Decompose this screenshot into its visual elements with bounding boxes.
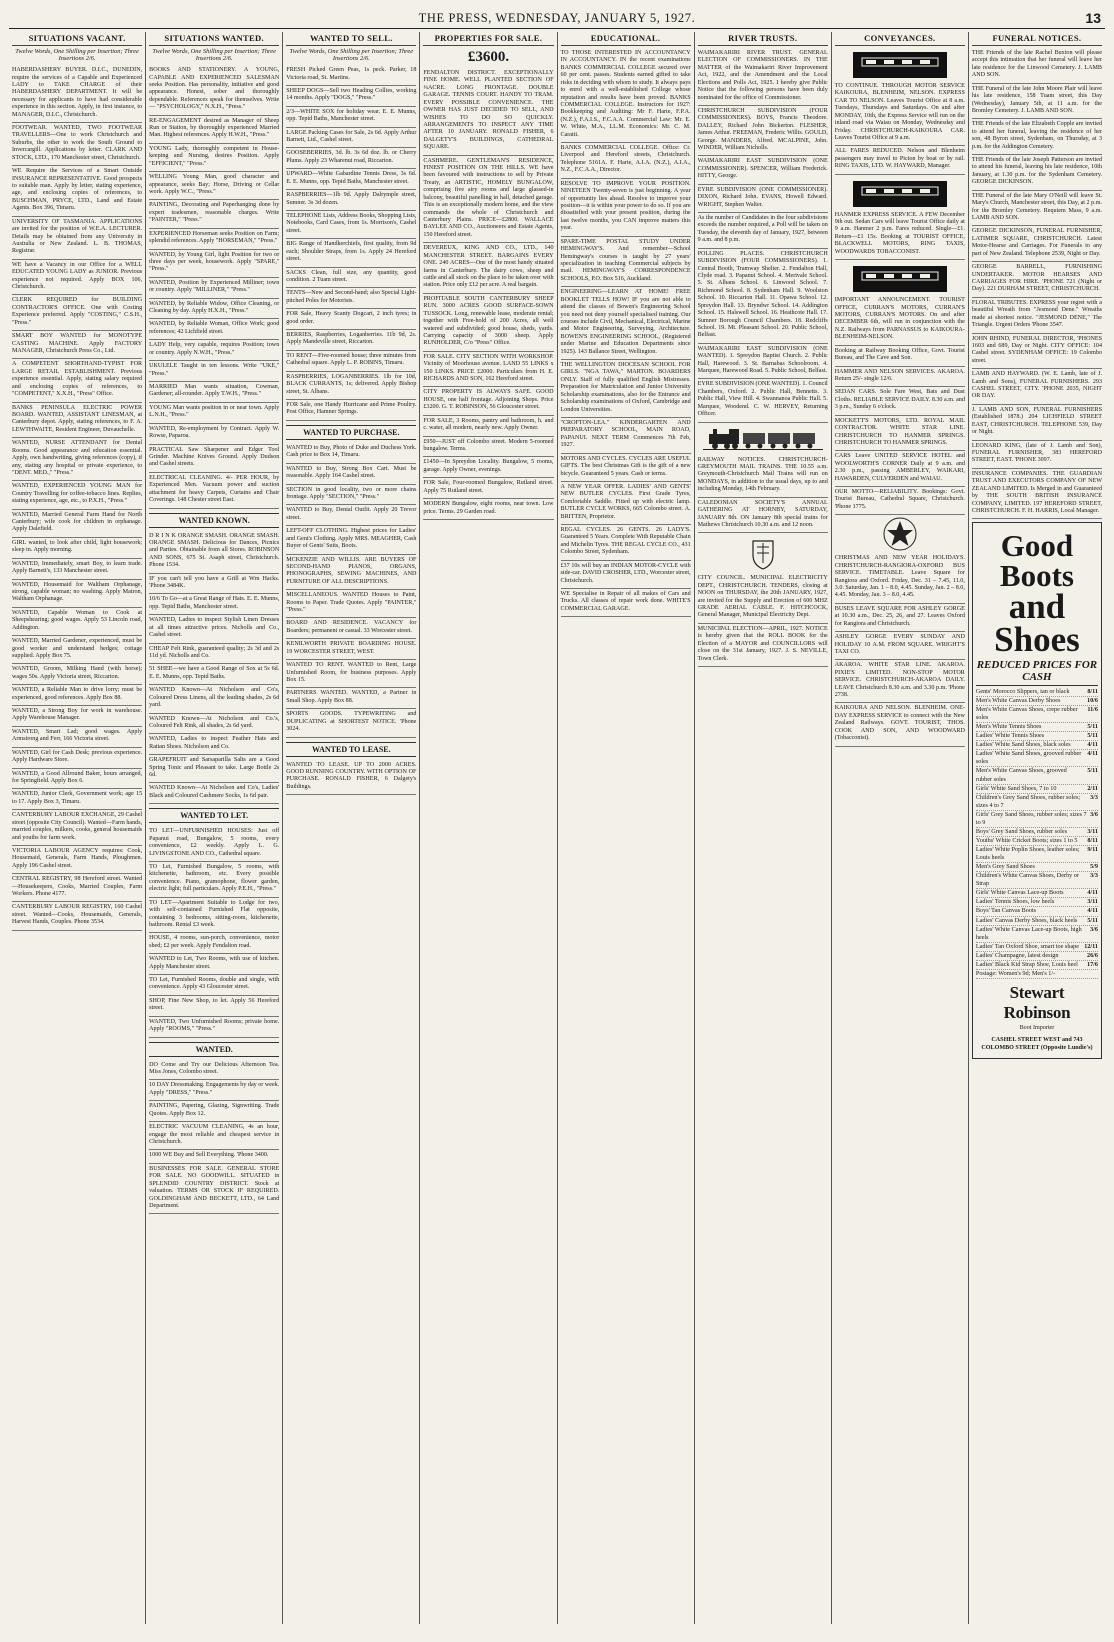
ad-list [286,760,416,796]
price-value: 8/11 [1087,836,1098,844]
price-value: 5/9 [1090,863,1098,871]
classified-ad: A NEW YEAR OFFER. LADIES' AND GENTS' NEW BUTLER CYCLES. First Grade Tyres, Comfortable Saddle. Fitted up with electric lamp. BUTLER CYCLE WORKS, 665 Colombo street. A. BRITTEN, Proprietor. [561,482,691,525]
classified-ad: WANTED, Capable Woman to Cook at Sheepshearing; good wages. Apply 53 Lincoln road, Addington. [12,608,142,636]
column-heading: FUNERAL NOTICES. [972,32,1102,46]
classified-ad: WAIMAKARIRI EAST SUBDIVISION (ONE COMMISSIONER). SPENCER, William Frederick. HITTY, George. [698,156,828,184]
classified-ad: CITY COUNCIL. MUNICIPAL ELECTRICITY DEPT., CHRISTCHURCH. TENDERS, closing at NOON on THURSDAY, the 20th JANUARY, 1927, are invited for the Supply and Erection of 600 MHZ GRADE AERIAL CABLE. F. HITCHCOCK, General Manager, Municipal Electricity Dept. [698,573,828,624]
price-value: 3/6 [1090,810,1098,818]
rate-note: Twelve Words, One Shilling per Insertion; Three Insertions 2/6. [15,48,139,63]
classified-ad: IF you can't tell you have a Grill at Wm Hacks. 'Phone 3484K. [149,574,279,595]
classified-ad: CARS Leave UNITED SERVICE HOTEL and WOOLWORTH'S CORNER Daily at 9 a.m. and 2.30 p.m., passing AMBERLEY, WAIKARI, HAWARDEN, CULVERDEN and WAIAU. [835,451,965,487]
classified-ad: CALEDONIAN SOCIETY'S ANNUAL GATHERING AT HORNBY, SATURDAY, JANUARY 8th. ON January 8th special trains for Mathews Christchurch 10.30 a.m. and 12 noon. [698,498,828,534]
price-row [976,828,1098,837]
classified-ad: WANTED TO RENT. WANTED to Rent, Large Unfurnished Room, for business purposes. Apply Box 15. [286,660,416,688]
classified-ad: FOR Sale, Four-roomed Bungalow, Rutland street. Apply 75 Rutland street. [423,478,553,499]
price-item: Boys' Tan Canvas Boots [975,907,1037,915]
classified-ad: TO LET—UNFURNISHED HOUSES: Just off Papanui road, Bungalow, 5 rooms, every convenience, £2 weekly. Apply L. G. LIVINGSTONE AND CO., Cathedral square. [149,826,279,862]
price-list [976,688,1098,979]
price-value: 3/6 [1090,925,1098,933]
classified-ad: THE Funeral of the late Mary O'Neill will leave St. Mary's Church, Manchester street, this Day, at 2 p.m. for the Bromley Cemetery. Requiem Mass, 9 a.m. LAMB AND SON. [972,191,1102,227]
newspaper-page [9,8,1105,1626]
price-item: Men's White Canvas Derby Shoes [975,696,1061,704]
price-row [976,943,1098,952]
classified-ad: WANTED, Re-employment by Contract. Apply W. Rowse, Paparoa. [149,424,279,445]
price-row [976,907,1098,916]
classified-ad: CHEAP Felt Rink, guaranteed quality; 2s 3d and 2s 11d yd. Nicholls and Co. [149,644,279,665]
classified-ad: LADY Help, very capable, requires Position; town or country. Apply N.W.H., "Press." [149,340,279,361]
classified-ad: OUR MOTTO—RELIABILITY. Bookings: Govt. Tourist Bureau, Cathedral Square, Christchurch. 'Phone 1775. [835,487,965,515]
price-item: Men's White Canvas Shoes, grooved rubber soles [975,767,1067,783]
ad-list [286,443,416,738]
price-row [976,706,1098,723]
classified-ad: FOR SALE, 3 Rooms, pantry and bathroom, h. and c. water, all modern, nearly new. Apply Owner. [423,416,553,437]
classified-ad: 2/3—WHITE SOX for holiday wear. E. E. Munns, opp. Tepid Baths, Manchester street. [286,107,416,128]
price-row [976,872,1098,889]
column-heading: SITUATIONS WANTED. [149,32,279,46]
classified-ad: MUNICIPAL ELECTION—APRIL, 1927. NOTICE is hereby given that the ROLL BOOK for the Election of a MAYOR and COUNCILLORS will close on the 31st January, 1927. J. S. NEVILLE, Town Clerk. [698,624,828,667]
classified-ad: TO RENT—Five-roomed house; three minutes from Cathedral square. Apply L. P. ROBINS, Timaru. [286,351,416,372]
classified-ad: WANTED, Position by Experienced Milliner; town or country. Apply "MILLINER," "Press." [149,278,279,299]
classified-ad: £1450—In Spreydon Locality. Bungalow, 5 rooms, garage. Apply Owner, evenings. [423,457,553,478]
classified-ad: WE have a Vacancy in our Office for a WELL EDUCATED YOUNG LADY as JUNIOR. Previous experience not required. Apply BOX 106, Christchurch. [12,260,142,296]
price-value: 17/6 [1086,960,1098,968]
classified-ad: CANTERBURY LABOUR REGISTRY, 160 Cashel street. Wanted—Cooks, Housemaids, Generals, Harvest Hands, Couples. Phone 3534. [12,902,142,930]
classified-ad: A COMPETENT SHORTHAND-TYPIST FOR LARGE RETAIL ESTABLISHMENT. Previous experience essential. Apply, stating salary required and enclosing copies of references, to "COMPETENT," X.X.H., "Press" Office. [12,359,142,402]
price-row [976,961,1098,970]
price-item: Ladies' White Canvas Lace-up Boots, high heels [975,925,1082,941]
price-item: Youths' White Cricket Boots; sizes 1 to 5 [975,836,1078,844]
classified-ad: EYRE SUBDIVISION (ONE COMMISSIONER). DIXON, Richard John. EVANS, Howell Edward. WRIGHT, Stephen Walter. [698,185,828,213]
column-wanted-to-sell [283,32,420,1624]
section-heading: WANTED TO LEASE. [286,742,416,757]
boots-advertisement [972,522,1102,1059]
classified-ad: WAIMAKARIRI EAST SUBDIVISION (ONE WANTED). 1. Spreydon Baptist Church. 2. Public Hall, Harewood. 3. St. Barnabas Schoolroom. 4. Marquee, Harewood Road. 5. Public School, Belfast. [698,344,828,380]
column-heading: SITUATIONS VACANT. [12,32,142,46]
classified-ad: 1000 WE Buy and Sell Everything. 'Phone 3400. [149,1150,279,1163]
price-item: Ladies' Canvas Derby Shoes, black heels [975,916,1078,924]
classified-ad: BOOKS AND STATIONERY. A YOUNG, CAPABLE AND EXPERIENCED SALESMAN seeks Position. Has personality, initiative and good appearance. Honest, sober and thoroughly dependable. References speak for themselves. Write— "PSYCHOLOGY," N.X.H., "Press." [149,65,279,116]
classified-ad: WANTED, EXPERIENCED YOUNG MAN for Country Travelling for coffee-tobacco lines. Replies, stating experience, age, etc., to P.X.H., "Press." [12,481,142,509]
classified-ad: WANTED, Immediately, smart Boy, to learn trade. Apply Barnett's, 133 Manchester street. [12,559,142,580]
classified-ad: KENILWORTH PRIVATE BOARDING HOUSE. 19 WORCESTER STREET, WEST. [286,639,416,660]
company-logo-icon [853,266,947,292]
classified-ad: WE Specialise in Repair of all makes of Cars and Trucks. All classes of repair work done. WHITE'S COMMERCIAL GARAGE. [561,589,691,617]
shop-address: CASHEL STREET WEST and 743 COLOMBO STREET (Opposite Lundie's) [981,1037,1093,1051]
classified-ad: REGAL CYCLES. 26 GENTS. 26 LADY'S. Guaranteed 5 Years. Complete With Reputable Chain and Michelin Tyres. THE REGAL CYCLE CO., 431 Colombo Street, Sydenham. [561,525,691,561]
shop-name: Stewart Robinson [1003,982,1071,1022]
classified-ad: RAILWAY NOTICES. CHRISTCHURCH-GREYMOUTH MAIL TRAINS. THE 10.55 a.m. Greymouth-Christchurch Mail Trains will run on MONDAYS, in addition to the usual days, up to and including Monday, 14th February. [698,455,828,498]
classified-ad: TO THOSE INTERESTED IN ACCOUNTANCY IN ACCOUNTANCY. IN the recent examinations BANKS COMMERCIAL COLLEGE secured over 60 per cent. passes. Students earned gifted to take risks in deciding with whom to study. It always pays to enrol with a well-established College whose reputation and results have been proved. BANKS COMMERCIAL COLLEGE. Instructors for 1927: Bookkeeping and Auditing: Mr F. Harte, F.P.A. (N.Z.), F.A.I.S., F.C.A.A. Commercial Law: Mr. E. W. White, M.A., LL.M. Economics: Mr. C. M. Caratti. [561,48,691,143]
classified-ad: WANTED, Housemaid for Waltham Orphanage, strong, capable woman; no washing. Apply Matron, Waltham Orphanage. [12,580,142,608]
classified-ad: SHEEP DOGS—Sell two Heading Collies, working 14 months. Apply "DOGS," "Press." [286,86,416,107]
price-row [976,846,1098,863]
classified-ad: WANTED to Buy, Strong Box Cart. Must be reasonable. Apply 164 Cashel street. [286,464,416,485]
price-item: Ladies' Champagne, latest design [975,951,1059,959]
company-logo-icon [853,181,947,207]
section-heading: WANTED KNOWN. [149,513,279,528]
masthead-title: THE PRESS, WEDNESDAY, JANUARY 5, 1927. [418,10,696,25]
classified-ad: WANTED, a Strong Boy for work in warehouse. Apply Warehouse Manager. [12,706,142,727]
classified-ad: D R I N K ORANGE SMASH. ORANGE SMASH. ORANGE SMASH. Delicious for Dances, Picnics and Parties. Obtainable from all Stores. ROBINSON AND SONS, 675 St. Asaph street, Christchurch. Phone 1534. [149,531,279,574]
ad-list [972,48,1102,519]
price-row [976,811,1098,828]
classified-ad: WE Require the Services of a Smart Outside INSURANCE REPRESENTATIVE. Good prospects to suitable man. Apply by letter, stating experience, age, and enclosing copies of references, to BUSCHMAN, PRYCE, LTD., Land and Estate Agents. Box 396, Timaru. [12,166,142,217]
price-row [976,785,1098,794]
price-item: Girls' White Sand Shoes, 7 to 10 [975,784,1057,792]
classified-ad: HOUSE, 4 rooms, sun-porch, convenience, motor shed; £2 per week. Apply Fendalton road. [149,933,279,954]
classified-ad: HAMMER AND NELSON SERVICES. AKAROA. Return 25/- single 12/6. [835,367,965,388]
price-value: 3/11 [1087,898,1098,906]
classified-ad: BUSES LEAVE SQUARE FOR ASHLEY GORGE at 10.30 a.m., Dec. 25, 26, and 27. Leaves Oxford for Rangiora and Christchurch. [835,604,965,632]
classified-ad: INSURANCE COMPANIES. THE GUARDIAN TRUST AND EXECUTORS COMPANY OF NEW ZEALAND LIMITED. Is Merged in and Guaranteed by THE SOUTH BRITISH INSURANCE COMPANY, LIMITED. 197 HEREFORD STREET, CHRISTCHURCH. F. H. HARRIS, Local Manager. [972,469,1102,520]
classified-ad: ASHLEY GORGE EVERY SUNDAY AND HOLIDAY 10 A.M. FROM SQUARE. WRIGHT'S TAXI CO. [835,632,965,660]
classified-ad: WANTED to Let, Two Rooms, with use of kitchen. Apply Manchester street. [149,954,279,975]
classified-ad: WANTED, NURSE ATTENDANT for Dental Rooms. Good appearance and education essential. Apply, own handwriting, giving references (copy), if any, stating any hospital or private experience, to "DENT. MED.," "Press." [12,438,142,481]
price-item: Postage: Women's 9d; Men's 1/- [975,969,1056,977]
classified-ad: UNIVERSITY OF TASMANIA. APPLICATIONS are invited for the position of W.E.A. LECTURER. Details may be obtained from any University in Australia or New Zealand. L. B. THOMAS, Registrar. [12,217,142,260]
price-row [976,889,1098,898]
classified-ad: 10 DAY Dressmaking. Engagements by day or week. Apply "DRESS," "Press." [149,1080,279,1101]
classified-ad: THE Friends of the late Rachel Buxton will please accept this intimation that her funeral will leave her late residence for the Linwood Cemetery. J. LAMB AND SON. [972,48,1102,84]
classified-ad: MOTORS AND CYCLES. CYCLES ARE USEFUL GIFTS. The best Christmas Gift is the gift of a new bicycle. Guaranteed 5 years. Cash or terms. [561,454,691,482]
classified-ad: WANTED, Groom, Milking Hand (with horse); wages 50s. Apply Victoria street, Riccarton. [12,664,142,685]
classified-ad: SMART BOY WANTED for MONOTYPE CASTING MACHINE. Apply FACTORY MANAGER, Christchurch Press Co., Ltd. [12,331,142,359]
classified-ad: WANTED, by Reliable Widow, Office Cleaning, or Cleaning by day. Apply H.X.H., "Press." [149,299,279,320]
classified-ad: RASPBERRIES—1lb 9d. Apply Dalrymple street, Sumner. 3s 3d dozen. [286,190,416,211]
classified-ad: WANTED, a Reliable Man to drive lorry; must be experienced, good references. Apply Box 88. [12,685,142,706]
column-properties-for-sale [420,32,557,1624]
classified-ad: SHOP, Fine New Shop, to let. Apply 56 Hereford street. [149,996,279,1017]
classified-ad: WANTED, a Good Allround Baker, hours arranged, for Springfield. Apply Box 6. [12,769,142,790]
rate-note: Twelve Words, One Shilling per Insertion; Three Insertions 2/6. [152,48,276,63]
ad-list [835,52,965,747]
classified-ad: SEDAN CARS. Sole Fare West, Bats and Dust Cloths. RELIABLE SERVICE DAILY. 8.30 a.m. and 3 p.m., Sunday 6 o'clock. [835,387,965,415]
classified-ad: CITY PROPERTY IS ALWAYS SAFE. GOOD HOUSE, one half frontage. Adjoining Shops. Price £3200. G. T. ROBINSON, 56 Gloucester street. [423,387,553,415]
section-heading: WANTED TO PURCHASE. [286,425,416,440]
classified-ad: WANTED TO LEASE. UP TO 2000 ACRES. GOOD RUNNING COUNTRY. WITH OPTION OF PURCHASE. RONALD FISHER, 6 Dalgety's Buildings. [286,760,416,796]
classified-ad: FOOTWEAR. WANTED, TWO FOOTWEAR TRAVELLERS—One to work Christchurch and Suburbs, the other to work the South Ground to Invercargill. Applications by letter. CLARK AND STOCK, LTD., 170 Manchester street, Christchurch. [12,123,142,166]
classified-ad: PAINTING, Decorating and Paperhanging done by expert tradesmen, reasonable charges. Write "PAINTER," "Press." [149,200,279,228]
classified-ad: WANTED Known—At Nicholson and Co's, Coloured Dress Linens, all the leading shades, 2s 6d yard. [149,685,279,713]
classified-ad: PROFITABLE SOUTH CANTERBURY SHEEP RUN. 3000 ACRES GOOD SURFACE-SOWN TUSSOCK. Long, renewable lease, moderate rental; together with Free-hold of 200 Acres, all well watered and subdivided; good house, sheds, yards. Carrying capacity of 3000 sheep. Apply RUNHOLDER, C/o "Press" Office. [423,294,553,352]
classified-ad: WANTED to Buy, Photo of Duke and Duchess York. Cash price to Box 14, Timaru. [286,443,416,464]
classified-ad: FOR SALE. CITY SECTION WITH WORKSHOP. Vicinity of Moorhouse avenue. LAND 55 LINKS x 150 LINKS. PRICE £2000. Particulars from H. E. RICHARDS AND SON, 162 Hereford street. [423,352,553,388]
classified-ad: 10/6 To Go—at a Great Range of Hats. E. E. Munns, opp. Tepid Baths, Manchester street. [149,594,279,615]
classified-ad: LARGE Packing Cases for Sale, 2s 6d. Apply Arthur Barnett, Ltd., Cashel street. [286,128,416,149]
classified-ad: BANKS PENINSULA ELECTRIC POWER BOARD. WANTED, ASSISTANT LINESMAN, at Canterbury depot. Apply, stating references, to F. A. LEWTHWAITE, Resident Engineer, Duvauchelle. [12,403,142,439]
classified-ad: WANTED, Girl for Cash Desk; previous experience. Apply Hardware Store. [12,748,142,769]
ad-list [286,65,416,421]
classified-ad: WANTED to Buy, Dental Outfit. Apply 20 Trevor street. [286,505,416,526]
classified-ad: WANTED, Two Unfurnished Rooms; private home. Apply "ROOMS," "Press." [149,1017,279,1038]
price-row [976,750,1098,767]
classified-ad: IMPORTANT ANNOUNCEMENT. TOURIST OFFICE, CURRAN'S MOTORS, CURRAN'S MOTORS, CURRAN'S MOTORS. On and after DECEMBER 6th, will run in conjunction with the N.Z. Railways from PARNASSUS to KAIKOURA-BLENHEIM-NELSON. [835,295,965,346]
classified-ad: GEORGE DICKINSON, FUNERAL FURNISHER, LATIMER SQUARE, CHRISTCHURCH. Latest Motor-Hearse and Carriages. For Funerals to any part of New Zealand. Telephone 2539, Night or Day. [972,226,1102,262]
column-conveyances [832,32,969,1624]
price-row [976,952,1098,961]
classified-ad: RASPBERRIES, LOGANBERRIES. 1lb for 10d, BLACK CURRANTS, 1s; delivered. Apply Bishop street, St. Albans. [286,372,416,400]
ad-list [149,826,279,1037]
classified-ad: TELEPHONE Lists, Address Books, Shopping Lists, Notebooks, Card Cases, from 1s. Morrison's, Cashel street. [286,211,416,239]
classified-ad: GIRL wanted, to look after child, light housework; sleep in. Apply morning. [12,538,142,559]
price-value: 4/11 [1087,741,1098,749]
price-item: Ladies' White Poplin Shoes, leather soles; Louis heels [975,846,1080,862]
classified-ad: HANMER EXPRESS SERVICE. A FEW December 9th out. Sedan Cars will leave Tourist Office daily at 9 a.m. Hanmer 2 p.m. Fares reduced. Single—£1. Return—£1 15s. Booking at TOURIST OFFICE, BLACKWELL MOTORS, RING TAXIS, WOODWARDS TOBACCONIST. [835,210,965,261]
classified-ad: WANTED, Married General Farm Hand for North Canterbury; wife cook for children in orphanage. Apply Dalefield. [12,510,142,538]
price-value: 26/6 [1086,951,1098,959]
classified-ad: PRACTICAL Saw Sharpener and Edger Tool Grinder. Machine Knives Ground. Apply Dudson and Cashel streets. [149,445,279,473]
company-logo-icon [853,52,947,78]
classified-ad: WAIMAKARIRI RIVER TRUST. GENERAL ELECTION OF COMMISSIONERS. IN THE MATTER of the Waimakariri River Improvement Act, 1922, and the Amendment and the Local Elections and Polls Act, 1925. I hereby give Public Notice that the following persons have been duly nominated for the office of Commissioner. [698,48,828,106]
classified-ad: WANTED, by Reliable Woman, Office Work; good references; 42 Lichfield street. [149,319,279,340]
classified-ad: ENGINEERING—LEARN AT HOME! FREE BOOKLET TELLS HOW! IF you are not able to attend the classes of Bowen's Engineering School you need not deny yourself specialised training. Our courses include Civil, Mechanical, Electrical, Marine and Motor Engineering, Surveying, Architecture. BOWEN'S ENGINEERING SCHOOL, (Registered under Marine and Education Departments since 1925). 143 Ballance Street, Wellington. [561,287,691,360]
classified-ad: EYRE SUBDIVISION (ONE WANTED). 1. Council Chambers, Oxford. 2. Public Hall, Bennetts. 3. Public Hall, View Hill. 4. Swannanoa Public Hall. 5. Marquee, Woodend. C. W. HERVEY, Returning Officer. [698,379,828,422]
classified-ad: JOHN RHIND, FUNERAL DIRECTOR, 'PHONES 1603 and 689, Day or Night. CITY OFFICE: 104 Cashel street. SYDENHAM OFFICE: 19 Colombo street. [972,334,1102,370]
column-heading: EDUCATIONAL. [561,32,691,46]
price-row [976,794,1098,811]
classified-ad: DO Come and Try our Delicious Afternoon Tea. Miss Jones, Colombo street. [149,1060,279,1081]
ad-list [423,68,553,520]
column-river-trusts [695,32,832,1624]
classified-ad: RESOLVE TO IMPROVE YOUR POSITION. NINETEEN Twenty-seven is just beginning. A year of opportunity lies ahead. Resolve to improve your position—it is within your power to do so. If you are dissatisfied with your present position, during the last twelve months, you CAN improve matters this year. [561,179,691,237]
boots-headline-2: and Shoes [994,587,1080,660]
classified-ad: ELECTRICAL CLEANING. 4/- PER HOUR, by Experienced Men. Vacuum power and suction attachment for heavy Carpets, Curtains and Chair Coverings. 148 Chester street East. [149,473,279,509]
price-item: Ladies' Black Kid Strap Shoe, Louis heel [975,960,1078,968]
columns [9,32,1105,1624]
boots-headline [976,528,1098,660]
price-item: Men's White Tennis Shoes [975,723,1042,731]
classified-ad: MARRIED Man wants situation, Cowman, Gardener; all-rounder. Apply T.W.H., "Press." [149,382,279,403]
price-row [976,917,1098,926]
classified-ad: VICTORIA LABOUR AGENCY requires: Cook, Housemaid, Generals, Farm Hands, Ploughmen. Apply 196 Cashel street. [12,846,142,874]
classified-ad: "CROFTON-LEA." KINDERGARTEN AND PREPARATORY SCHOOL, MAIN ROAD, PAPANUI. NEXT TERM Commences 7th Feb, 1927. [561,418,691,454]
ad-list [149,1060,279,1215]
classified-ad: GEORGE BARRELL, FURNISHING UNDERTAKER. MOTOR HEARSES AND CARRIAGES FOR HIRE. 'PHONE 721 (Night or Day). 221 DURHAM STREET, CHRISTCHURCH. [972,262,1102,298]
price-value: 3/3 [1090,793,1098,801]
masthead [9,8,1105,29]
column-situations-vacant [9,32,146,1624]
train-icon [703,426,823,452]
classified-ad: DEVEREUX, KING AND CO., LTD., 140 MANCHESTER STREET. BARGAINS EVERY ONE. 240 ACRES—One of the most handy situated farms in Canterbury. The dairy cows, sheep and cattle and all stock on the place to be taken over with station. Price only £12 per acre. A real bargain. [423,243,553,294]
classified-ad: CLERK REQUIRED for BUILDING CONTRACTOR'S OFFICE. One with Costing Experience preferred. Apply "COSTING," C.S.H., "Press." [12,295,142,331]
price-row [976,741,1098,750]
classified-ad: THE WELLINGTON DIOCESAN SCHOOL FOR GIRLS. "NGA TAWA," MARTON. BOARDERS ONLY. Staff of fully qualified English Mistresses. Preparation for Matriculation and Junior University Scholarship examinations, also for the Entrance and Scholarship examinations of Oxford, Cambridge and London Universities. [561,360,691,418]
classified-ad: WANTED, Smart Lad; good wages. Apply Armstrong and Ferr, 166 Victoria street. [12,727,142,748]
classified-ad: Booking at Railway Booking Office, Govt. Tourist Bureau, and The Cave and Son. [835,346,965,367]
ad-list [149,531,279,805]
column-heading: CONVEYANCES. [835,32,965,46]
price-value: 4/11 [1087,750,1098,758]
price-item: Men's Grey Sand Shoes [975,863,1035,871]
price-value: 4/11 [1087,907,1098,915]
classified-ad: TENTS—New and Second-hand; also Special Light-pitched Poles for Motorists. [286,288,416,309]
ad-list [149,65,279,508]
classified-ad: LAMB AND HAYWARD. (W. E. Lamb, late of J. Lamb and Sons), FUNERAL FURNISHERS. 293 CASHEL STREET, CITY. 'PHONE 2035, NIGHT OR DAY. [972,369,1102,405]
price-item: Children's Grey Sand Shoes, rubber soles; sizes 4 to 7 [975,793,1081,809]
column-heading: PROPERTIES FOR SALE. [423,32,553,46]
classified-ad: PAINTING, Papering, Glazing, Signwriting. Trade Quotes. Apply Box 12. [149,1101,279,1122]
classified-ad: WANTED Known—At Nicholson and Co.'s, Coloured Felt Rink, all shades, 2s 6d yard. [149,714,279,735]
price-item: Girls' White Canvas Lace-up Boots [975,889,1064,897]
price-item: Gents' Morocco Slippers, tan or black [975,687,1070,695]
price-item: Ladies' Tan Oxford Shoe, smart toe shape [975,942,1080,950]
classified-ad: MODERN Bungalow, eight rooms, near town. Low price. Terms. 29 Garden road. [423,499,553,520]
city-crest-icon [745,535,781,571]
classified-ad: HABERDASHERY BUYER. D.I.C., DUNEDIN, require the services of a Capable and Experienced LADY to TAKE CHARGE of their HABERDASHERY DEPARTMENT. It will be necessary for applicants to have had considerable experience in this section. Apply, in first instance, to MANAGER, D.I.C., Christchurch. [12,65,142,123]
classified-ad: BUSINESSES FOR SALE. GENERAL STORE FOR SALE. NO GOODWILL. SITUATED in SPLENDID COUNTRY DISTRICT. Stock at valuation. TERMS OR STOCK IF REQUIRED. GOLDINGHAM AND BECKETT, LTD., 64 Land Department. [149,1164,279,1215]
classified-ad: YOUNG Lady, thoroughly competent in House-keeping and Nursing, desires Position. Apply "EFFICIENT," "Press." [149,144,279,172]
feature-price: £3600. [467,49,510,65]
classified-ad: WANTED Known—At Nicholson and Co's, Ladies' Black and Coloured Cashmere Socks, 1s 6d pair. [149,783,279,804]
price-row [976,732,1098,741]
classified-ad: TO Let, Furnished Rooms, double and single, with convenience. Apply 43 Gloucester street. [149,975,279,996]
classified-ad: SPARE-TIME POSTAL STUDY UNDER HEMINGWAY'S. And remember—School Hemingway's courses is taught by 27 years' specialization in teaching Commercial subjects by mail. HEMINGWAY'S CORRESPONDENCE SCHOOLS, P.O. Box 516, Auckland. [561,237,691,288]
classified-ad: CHRISTMAS AND NEW YEAR HOLIDAYS. CHRISTCHURCH-RANGIORA-OXFORD BUS SERVICE. TIMETABLE. Leave Square for Rangiora and Oxford. Friday, Dec. 31 – 7.45, 11.0, 3.0. Saturday, Jan. 1 – 8.0, 4.45. Sunday, Jan. 2 – 8.0, 4.45. Monday, Jan. 3 – 8.0, 4.45. [835,553,965,604]
classified-ad: THE Friends of the late Joseph Patterson are invited to attend his funeral, leaving his late residence, 10th January, at 1.30 p.m. for the Sydenham Cemetery. GEORGE DICKINSON. [972,155,1102,191]
price-value: 11/6 [1087,706,1098,714]
classified-ad: THE Friends of the late Elizabeth Copple are invited to attend her funeral, leaving the residence of her son, 48 Byron street, Sydenham, on Thursday, at 3 p.m. for the Addington Cemetery. [972,119,1102,155]
classified-ad: WANTED, by Young Girl, light Position for two or three days per week, housework. Apply "SPARE," "Press." [149,250,279,278]
price-item: Boys' Grey Sand Shoes, rubber soles [975,827,1068,835]
classified-ad: YOUNG Man wants position in or near town. Apply L.N.H., "Press." [149,403,279,424]
price-row [976,898,1098,907]
column-heading: WANTED TO SELL. [286,32,416,46]
classified-ad: FLORAL TRIBUTES. EXPRESS your regret with a beautiful Wreath from "Jesmond Dene." Wreaths made at shortest notice. "JESMOND DENE," The Triangle. Urgent Orders 'Phone 3547. [972,298,1102,334]
classified-ad: FOR Sale, one Handy Hurricane and Prime Poultry. Post Office, Hamner Springs. [286,400,416,421]
price-row [976,723,1098,732]
classified-ad: GRAPEFRUIT and Sarsaparilla Salts are a Good Spring Tonic and Pleasant to take. Large Bottle 2s 6d. [149,755,279,783]
classified-ad: As the number of Candidates in the four subdivisions exceeds the number required, a Poll will be taken on Tuesday, the eleventh day of January, 1927, between 9 a.m. and 8 p.m. [698,213,828,249]
classified-ad: BANKS COMMERCIAL COLLEGE. Office: Cr. Liverpool and Hereford streets, Christchurch. Telephone 5161A. F. Harte, A.I.A. (N.Z.), A.I.A., N.Z., F.C.A.A., Director. [561,143,691,179]
boots-headline-1: Good Boots [999,528,1074,593]
price-item: Men's White Canvas Shoes, crepe rubber soles [975,706,1078,722]
price-value: 3/3 [1090,872,1098,880]
classified-ad: GOOSEBERRIES, 3d. lb. 3s 6d doz. lb. or Cherry Plums. Apply 23 Wharenui road, Riccarton. [286,148,416,169]
classified-ad: BERRIES, Raspberries, Loganberries. 11b 9d, 2s. Apply Mandeville street, Riccarton. [286,330,416,351]
classified-ad: MCKENZIE AND WILLIS. ARE BUYERS OF SECOND-HAND PIANOS, ORGANS, PHONOGRAPHS, SEWING MACHINES, AND FURNITURE OF ALL DESCRIPTIONS. [286,555,416,591]
classified-ad: BOARD AND RESIDENCE. VACANCY for Boarders; permanent or casual. 33 Worcester street. [286,618,416,639]
price-value: 5/11 [1087,732,1098,740]
classified-ad: ALL FARES REDUCED. Nelson and Blenheim passengers may travel to Picton by boat or by rail. RING TAXIS, LTD. W. HAYWARD, Manager. [835,146,965,174]
classified-ad: LEFT-OFF CLOTHING. Highest prices for Ladies' and Gent's Clothing. Apply MRS. MEAGHER, Cash Buyer of Gents' Suits, Boots. [286,526,416,554]
classified-ad: CHRISTCHURCH SUBDIVISION (FOUR COMMISSIONERS). BOYS, Francis Theodore. DALLEY, Richard John Bickerton. FLESHER, James Arthur. FREEMAN, Frederic Willis. GOULD, George. MANDERS, Alfred. MCALPINE, John. WINDER, William Nicholls. [698,106,828,157]
classified-ad: 51 SHEE—we have a Good Range of Sox at 5s 6d. E. E. Munns, opp. Tepid Baths. [149,664,279,685]
classified-ad: UPWARD—White Gabardine Tennis Dress, 3s 6d. E. E. Munns, opp. Tepid Baths, Manchester street. [286,169,416,190]
price-value: 2/11 [1087,784,1098,792]
classified-ad: WELLING Young Man, good character and appearance, seeks Bay; Horse, Driving or Cellar work. Apply W.C., "Press." [149,172,279,200]
price-value: 3/11 [1087,827,1098,835]
price-value: 4/11 [1087,889,1098,897]
rate-note: Twelve Words, One Shilling per Insertion; Three Insertions 2/6. [289,48,414,63]
classified-ad: AKAROA. WHITE STAR LINE. AKAROA. PIXIE'S LIMITED. NON-STOP MOTOR SERVICE. CHRISTCHURCH-AKAROA DAILY. LEAVE Christchurch 8.30 a.m. and 3.30 p.m. 'Phone 2738. [835,660,965,703]
classified-ad: BIG Range of Handkerchiefs, first quality, from 9d each; Shoulder Straps, from 1s. Apply 24 Hereford street. [286,239,416,267]
price-row [976,970,1098,979]
classified-ad: CANTERBURY LABOUR EXCHANGE, 29 Cashel street (opposite City Council). Wanted—Farm hands, married couples, milkers, cooks, general housemaids and youths for farm work. [12,810,142,846]
price-value: 10/6 [1086,696,1098,704]
classified-ad: TO LET—Apartment Suitable to Lodge for two, with self-contained Furnished Flat opposite, containing 3 bedrooms, sitting-room, kitchenette, bathroom. Rental £3 week. [149,898,279,934]
price-value: 9/11 [1087,846,1098,854]
price-value: 5/11 [1087,767,1098,775]
price-item: Girls' Grey Sand Shoes, rubber soles; sizes 7 to 9 [975,810,1087,826]
star-icon [883,517,917,551]
price-row [976,697,1098,706]
classified-ad: UKULELE Taught in ten lessons. Write "UKE," "Press." [149,361,279,382]
classified-ad: J. LAMB AND SON, FUNERAL FURNISHERS (Established 1878.) 204 LICHFIELD STREET EAST, CHRISTCHURCH. TELEPHONE 539, Day or Night. [972,405,1102,441]
classified-ad: MISCELLANEOUS. WANTED Houses to Paint, Rooms to Paper. Trade Quotes. Apply "PAINTER," "Press." [286,590,416,618]
classified-ad: KAIKOURA AND NELSON. BLENHEIM. ONE-DAY EXPRESS SERVICE to connect with the New Zealand Railways. GOVT. TOURIST, THOS. COOK AND SON, AND WOODWARD (Tobacconist). [835,703,965,746]
boots-subheading: REDUCED PRICES FOR CASH [976,658,1098,683]
classified-ad: £950—JUST off Colombo street. Modern 5-roomed bungalow. Terms. [423,437,553,458]
classified-ad: CENTRAL REGISTRY, 98 Hereford street. Wanted—Housekeepers, Cooks, Married Couples, Farm Workers. Phone 4177. [12,874,142,902]
classified-ad: FOR Sale, Heavy Scanty Dogcart, 2 inch tyres; in good order. [286,309,416,330]
price-item: Children's White Canvas Shoes, Derby or Strap [975,872,1079,888]
classified-ad: WANTED, Junior Clerk, Government work; age 15 to 17. Apply Box 3, Timaru. [12,789,142,810]
price-value: 5/11 [1087,723,1098,731]
page-number: 13 [1085,10,1101,26]
price-value: 12/11 [1084,942,1098,950]
classified-ad: EXPERIENCED Horseman seeks Position on Farm; splendid references. Apply "HORSEMAN," "Press." [149,229,279,250]
classified-ad: £37 10s will buy an INDIAN MOTOR-CYCLE with side-car. DAVID CROSHER, LTD., Worcester street, Christchurch. [561,561,691,589]
ad-list [698,48,828,667]
classified-ad: SECTION in good locality, two or more chains frontage. Apply "SECTION," "Press." [286,485,416,506]
classified-ad: RE-ENGAGEMENT desired as Manager of Sheep Run or Station, by thoroughly experienced Married Man. Highest references. Apply H.W.H., "Press." [149,116,279,144]
shop-subtitle: Boot Importer [1019,1024,1055,1031]
classified-ad: PARTNERS WANTED. WANTED, a Partner in Small Shop. Apply Box 88. [286,688,416,709]
classified-ad: LEONARD KING, (late of J. Lamb and Son), FUNERAL FURNISHER, 383 HEREFORD STREET, EAST. 'PHONE 3097. [972,441,1102,469]
classified-ad: FENDALTON DISTRICT. EXCEPTIONALLY FINE HOME. WELL PLANTED SECTION OF ¼ACRE. LONG FRONTAGE. DOUBLE GARAGE. TENNIS COURT. HANDY TO TRAM. EVERY POSSIBLE CONVENIENCE. THE OWNER HAS JUST DECIDED TO SELL, AND WISHES TO DO SO QUICKLY. ARRANGEMENTS TO INSPECT ANY TIME AFTER 10 JANUARY. RONALD FISHER, 6 DALGETY'S BUILDINGS, CATHEDRAL SQUARE. [423,68,553,156]
column-educational [558,32,695,1624]
section-heading: WANTED. [149,1042,279,1057]
classified-ad: THE Funeral of the late John Moore Plair will leave his late residence, 158 Tuam street, this Day (Wednesday), January 5th, at 11 a.m. for the Bromley Cemetery. J. LAMB AND SON. [972,84,1102,120]
price-value: 5/11 [1087,916,1098,924]
classified-ad: WANTED, Ladies to inspect Stylish Linen Dresses at all times attractive prices. Nicholls and Co., Cashel street. [149,615,279,643]
classified-ad: FRESH Picked Green Peas, 1s peck. Parker, 18 Victoria road, St. Martins. [286,65,416,86]
price-item: Ladies' White Sand Shoes, grooved rubber soles [975,750,1082,766]
column-funeral-notices [969,32,1105,1624]
column-situations-wanted [146,32,283,1624]
classified-ad: POLLING PLACES. CHRISTCHURCH SUBDIVISION (FOUR COMMISSIONERS). 1. Central Booth, Tramway Shelter. 2. Fendalton Hall, Clyde road. 3. Papanui School. 4. Merivale School. 5. St. Albans School. 6. Linwood School. 7. Richmond School. 8. Sydenham Hall. 9. Woolston School. 10. Riccarton Hall. 11. Opawa School. 12. Spreydon Hall. 13. Bryndwr School. 14. Addington School. 15. Halswell School. 16. Heathcote Hall. 17. Sumner Borough Council Chambers. 18. Redcliffs School. 19. Mt. Pleasant School. 20. Public School, Belfast. [698,249,828,344]
divider [976,685,1098,686]
price-row [976,863,1098,872]
classified-ad: TO Let, Furnished Bungalow, 5 rooms, with kitchenette, bathroom, etc. Every possible convenience. Piano, gramophone, flower garden, electric light; full particulars. Apply P.E.H., "Press." [149,862,279,898]
price-item: Ladies' White Sand Shoes, black soles [975,741,1071,749]
price-row [976,837,1098,846]
classified-ad: ELECTRIC VACUUM CLEANING, 4s an hour, engage the most reliable and cheapest service in Christchurch. [149,1122,279,1150]
price-row [976,767,1098,784]
classified-ad: WANTED, Married Gardener, experienced, must be good worker and understand hedges; cottage supplied. Apply Box 75. [12,636,142,664]
classified-ad: WANTED, Ladies to inspect Feather Hats and Rattan Shoes. Nicholson and Co. [149,734,279,755]
price-item: Ladies' Tennis Shoes, low heels [975,898,1055,906]
price-item: Ladies' White Tennis Shoes [975,732,1045,740]
ad-list [12,65,142,931]
classified-ad: SACKS Clean, full size, any quantity, good condition. 2 Tuam street. [286,268,416,289]
classified-ad: TO CONTINUE. THROUGH MOTOR SERVICE KAIKOURA, BLENHEIM, NELSON. EXPRESS CAR TO NELSON. Leaves Tourist Office at 8 a.m. Tuesdays, Thursdays and Saturdays. On and after MONDAY, 10th, the Express Service will run on the inland road via Waiau on Monday, Wednesday and Friday. CHRISTCHURCH-KAIKOURA CAR. Leaves Tourist Office at 9 a.m. [835,81,965,146]
column-heading: RIVER TRUSTS. [698,32,828,46]
section-heading: WANTED TO LET. [149,808,279,823]
price-row [976,688,1098,697]
price-row [976,926,1098,943]
classified-ad: SPORTS GOODS. TYPEWRITING and DUPLICATING at SHORTEST NOTICE. 'Phone 3024. [286,709,416,737]
classified-ad: MOCKETT'S MOTORS, LTD. ROYAL MAIL CONTRACTOR. WHITE STAR LINE. CHRISTCHURCH TO HANMER SPRINGS. CHRISTCHURCH TO HANMER SPRINGS. [835,416,965,452]
price-value: 8/11 [1087,687,1098,695]
ad-list [561,48,691,617]
classified-ad: CASHMERE. GENTLEMAN'S RESIDENCE, FINEST POSITION ON THE HILLS. WE have been favoured with instructions to sell by Private Treaty, an ARTISTIC, HOMELY BUNGALOW, comprising five airy rooms and large glassed-in balcony, beautiful panelling in hall, detached garage. This is an exceptionally modern home, and the view commands the whole of Christchurch and Canterbury Plains. PRICE—£2800. WALLACE BAYLEE AND CO., Auctioneers and Estate Agents, 150 Hereford street. [423,156,553,244]
